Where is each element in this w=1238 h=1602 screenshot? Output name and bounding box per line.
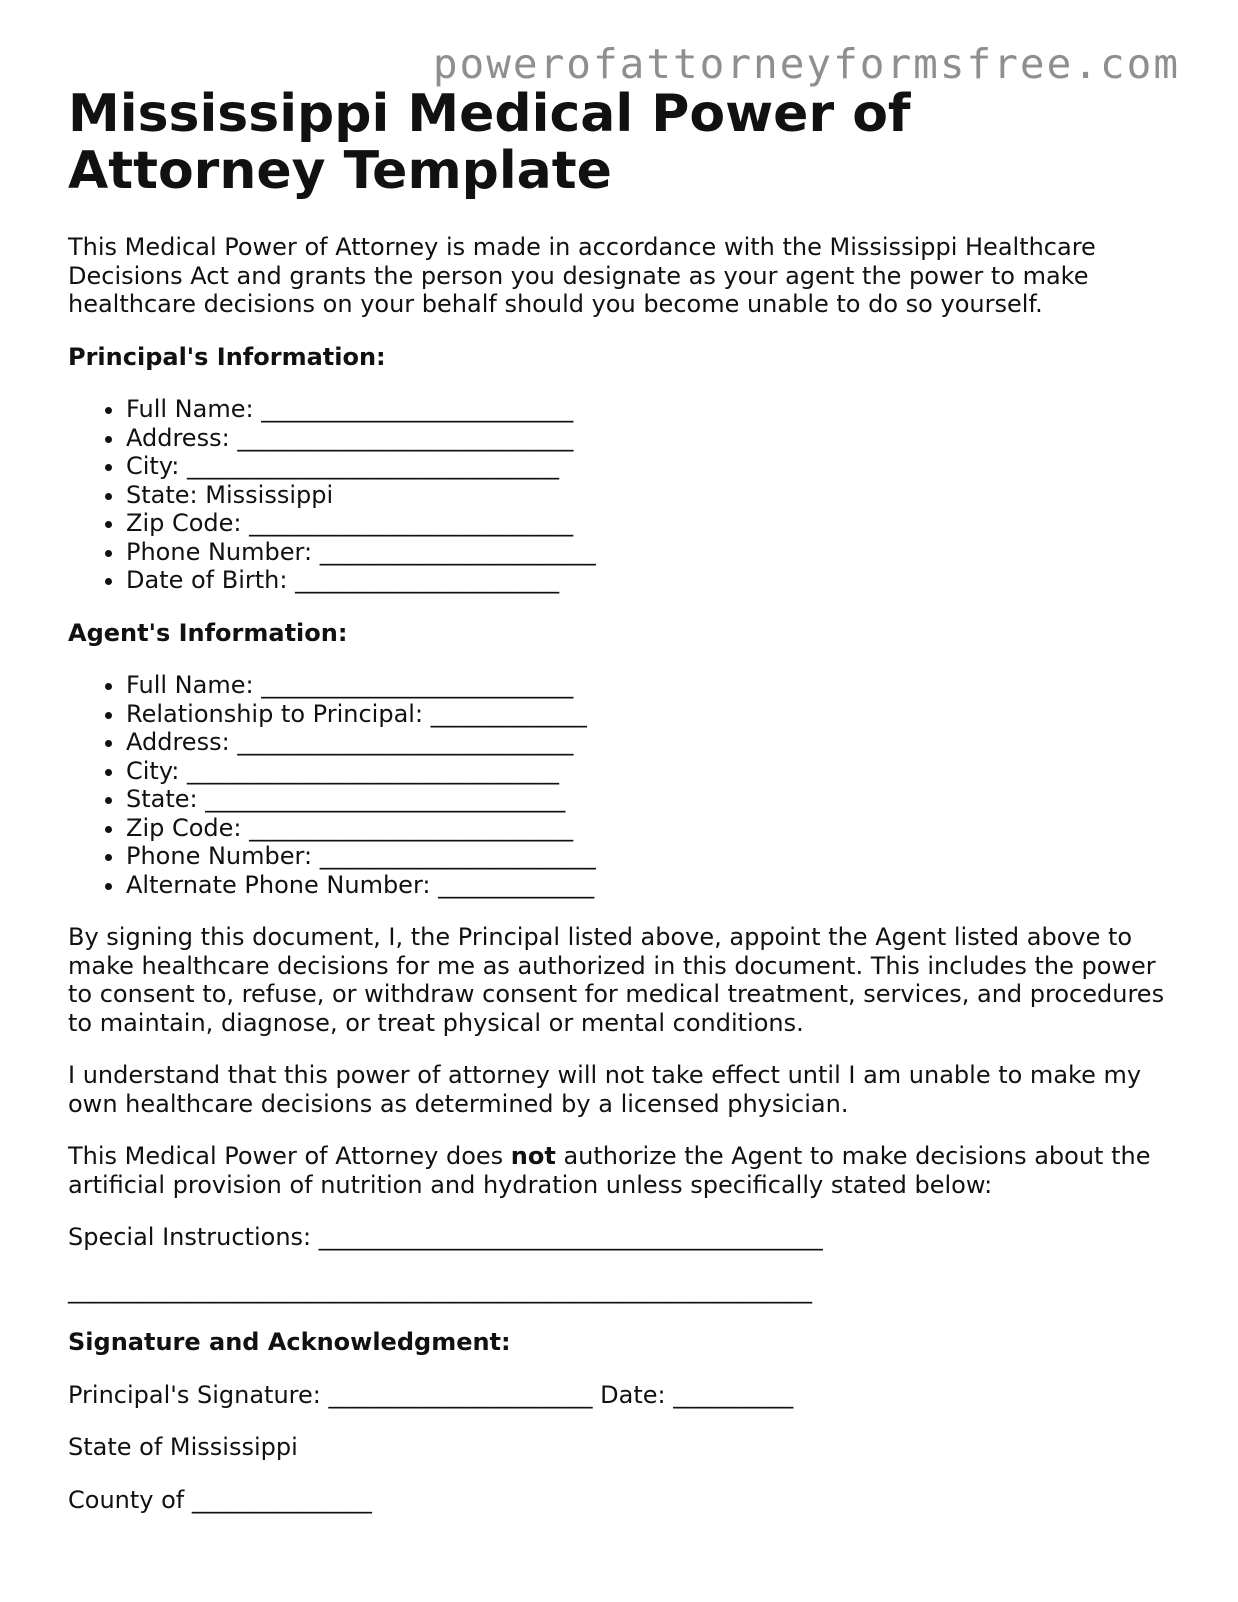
fill-blank[interactable]: __________________________ xyxy=(261,395,574,423)
signing-paragraph: By signing this document, I, the Principal listed above, appoint the Agent listed above to make healthcare decisions for me as authorized in this document. This includes the power to consent to, refuse, or withdraw consent for medical treatment, services, and procedures to maintain, diagnose, or treat physical or mental conditions. xyxy=(68,923,1165,1037)
principal-heading: Principal's Information: xyxy=(68,342,386,371)
principal-signature-field: Principal's Signature: ______________________ Date: __________ xyxy=(68,1380,794,1409)
principal-zip-field: • Zip Code: ___________________________ xyxy=(126,509,1178,538)
document-title: Mississippi Medical Power of Attorney Template xyxy=(68,84,911,201)
fill-blank[interactable]: ______________________________ xyxy=(205,785,566,813)
emphasis-not: not xyxy=(510,1142,556,1170)
agent-phone-field: • Phone Number: _______________________ xyxy=(126,842,1178,871)
fill-blank[interactable]: _______________________________ xyxy=(187,452,560,480)
agent-heading: Agent's Information: xyxy=(68,618,348,647)
special-instructions-line xyxy=(68,1276,1178,1305)
agent-alt-phone-field: • Alternate Phone Number: _____________ xyxy=(126,871,1178,900)
principal-dob-field: • Date of Birth: ______________________ xyxy=(126,566,1178,595)
agent-zip-field: • Zip Code: ___________________________ xyxy=(126,814,1178,843)
principal-address-field: • Address: ____________________________ xyxy=(126,424,1178,453)
state-value: Mississippi xyxy=(205,480,334,509)
fill-blank[interactable]: ______________________ xyxy=(328,1380,593,1409)
effect-paragraph: I understand that this power of attorney will not take effect until I am unable to make my own healthcare decisions as determined by a licensed physician. xyxy=(68,1061,1142,1118)
state-line: State of Mississippi xyxy=(68,1433,298,1461)
site-watermark: powerofattorneyformsfree.com xyxy=(432,40,1180,88)
nutrition-paragraph: This Medical Power of Attorney does not authorize the Agent to make decisions about the artificial provision of nutrition and hydration unless specifically stated below: xyxy=(68,1142,1151,1199)
special-instructions-field: Special Instructions: __________________________________________ xyxy=(68,1223,823,1251)
fill-blank[interactable]: _______________________________ xyxy=(187,756,560,785)
fill-blank[interactable]: ___________________________ xyxy=(249,813,574,842)
principal-state-field: • State: Mississippi xyxy=(126,481,1178,510)
fill-blank[interactable]: __________________________________________ xyxy=(318,1223,823,1251)
fill-blank[interactable]: _______________________ xyxy=(319,842,596,870)
county-field: County of _______________ xyxy=(68,1485,372,1514)
document-page xyxy=(68,86,1178,1538)
fill-blank[interactable]: ______________________ xyxy=(295,566,560,594)
fill-blank[interactable]: _____________ xyxy=(430,699,587,728)
agent-full-name-field: • Full Name: __________________________ xyxy=(126,671,1178,700)
fill-blank[interactable]: __________ xyxy=(673,1380,794,1409)
signature-heading: Signature and Acknowledgment: xyxy=(68,1328,511,1356)
agent-fields-list xyxy=(68,671,1178,899)
fill-blank[interactable]: __________________________ xyxy=(261,671,574,699)
fill-blank[interactable]: ____________________________ xyxy=(237,728,574,756)
principal-city-field: • City: _______________________________ xyxy=(126,452,1178,481)
agent-state-field: • State: ______________________________ xyxy=(126,785,1178,814)
fill-blank[interactable]: ____________________________ xyxy=(237,423,574,452)
fill-blank[interactable]: _______________________ xyxy=(319,537,596,566)
fill-blank[interactable]: ______________________________________________________________ xyxy=(68,1275,812,1304)
principal-phone-field: • Phone Number: _______________________ xyxy=(126,538,1178,567)
intro-paragraph: This Medical Power of Attorney is made in accordance with the Mississippi Healthcare Decisions Act and grants the person you designate as your agent the power to make healthcare decisions on your behalf should you become unable to do so yourself. xyxy=(68,233,1096,318)
agent-city-field: • City: _______________________________ xyxy=(126,757,1178,786)
agent-relationship-field: • Relationship to Principal: _____________ xyxy=(126,700,1178,729)
agent-address-field: • Address: ____________________________ xyxy=(126,728,1178,757)
principal-full-name-field: • Full Name: __________________________ xyxy=(126,395,1178,424)
fill-blank[interactable]: _______________ xyxy=(191,1485,372,1514)
fill-blank[interactable]: ___________________________ xyxy=(249,509,574,537)
principal-fields-list xyxy=(68,395,1178,595)
fill-blank[interactable]: _____________ xyxy=(438,870,595,899)
